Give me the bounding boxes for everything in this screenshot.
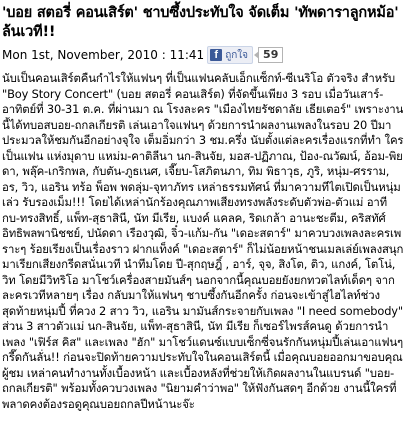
- facebook-icon: f: [210, 49, 222, 61]
- article-paragraph: นับเป็นคอนเสิร์ตคืนกำไรให้แฟนๆ ที่เป็นแฟนคลับเอ็กแซ็กท์-ซีเนริโอ ตัวจริง สำหรับ "Boy Story Concert" (บอย สตอรี่ คอนเสิร์ต) ที่จัดขึ้นเพียง 3 รอบ เมื่อวันเสาร์-อาทิตย์ที่ 30-31 ต.ค. ที่ผ่านมา ณ โรงละคร "เมืองไทยรัชดาลัย เธียเตอร์" เพราะงานนี้ได้ทบอสบอย-ถกลเกียรติ เล่นเอาใจแฟนๆ ด้วยการนำผลงานเพลงในรอบ 20 ปีมาประมวลให้ชมกันอีกอย่างจุใจ เต็มอิ่มกว่า 3 ชม.ครึ่ง นับตั้งแต่ละครเรื่องแรกที่ทำ ใครเป็นแฟน แห่งมุดาบ แหม่ม-คาติลีนา นก-สินจัย, มอส-ปฏิภาณ, ป้อง-ณวัฒน์, อ้อม-พิยดา, พลุ๊ค-เกริกพล, กับตัน-ภูธเนศ, เจี๊ยบ-โสภิตนภา, ทิม พิธาวุธ, ภูริ, หนุ่ม-ศรราม, อร, วิว, แอริน ทร้อ พ็อพ พดลุ่ม-จุทาภัทร เหล่าธรรมทัศน์ ที่มาความทีไตเปิดเป็นหนุ่มเล่ว รับรองเม็ม!!! โดยได้เหล่านักร้องคุณภาพเสียงทรงพลังระดับตัวพ่อ-ตัวแม่ อาที กบ-ทรงสิทธิ์, แพ็ท-สุธาสินี, นัท มีเรีย, แบงค์ แคลค, ริดเกล้า อานะชะตีม, คริสทัศ์ อิทธิพลพานิชชย์, ปนัดดา เรืองวุฒิ, จิ๋ว-แก้ม-กัน "เดอะสตาร์" มาควบวงเพลงละครเพราะๆ ร้อยเรียงเป็นเรื่องราว ฝากแท็งค์ "เดอะสตาร์" ก็ไม่น้อยหน้าชนเมลเล่ย์เพลงสนุก มาเรียกเสียงกรีดสนั่นเวที นำทีมโดย ปี-สุกฤษฎิ์ , อาร์, จุจ, สิงโต, ติว, แกงค์, โตโน่, วิท โดยมีวิทริโอ มาโชว์เครื่องสายมันส์ๆ นอกจากนี้คุณบอยยังยกทวตไลท์เด็ดๆ จากละครเวทีหลายๆ เรื่อง กลับมาให้แฟนๆ ชาบซึ้งกันอีกครั้ง ก่อนจะเข้าสู่ไฮไลท์ช่วงสุดท้ายหนุ่มปี้ ที่ควง 2 สาว วิว, แอริน มามันส์กระจายกับเพลง "I need somebody" ส่วน 3 สาวตัวแม่ นก-สินจัย, แพ็ท-สุธาสินี, นัท มีเรีย ก็เซอร์ไพรส์คนดู ด้วยการนำเพลง "เฟิร์ส คิส" และเพลง "ฮัก" มาโชว์แดนซ์แบบเซ็กซี่จนรักกันหนุ่มปี้เล่นเอาแฟนๆ กรี๊ดกันลั่น!! ก่อนจะปิดท้ายความประทับใจในคอนเสิร์ตนี้ เมื่อคุณบอยออกมาขอบคุณผู้ชม เหล่าคนทำงานทั้งเบื้องหน้า และเบื้องหลังที่ช่วยให้เกิดผลงานในแบรนด์ "บอย-ถกลเกียรติ" พร้อมทั้งควบวงเพลง "นิยามคำว่าพอ" ให้ฟังกันสดๆ อีกด้วย งานนี้ใครที่พลาดคงต้องรอดูคุณบอยถกลปีหน้านะจ๊ะ: [2, 71, 404, 411]
- facebook-like-button[interactable]: [207, 46, 253, 64]
- like-label: ถูกใจ: [225, 49, 249, 61]
- article-body: [2, 71, 406, 412]
- article-meta: [2, 46, 283, 64]
- publish-date: Mon 1st, November, 2010 : 11:41: [2, 48, 205, 62]
- article-title: 'บอย สตอรี่ คอนเสิร์ต' ชาบซึ้งประทับใจ จัดเต็ม 'ทัพดาราลูกหม้อ' ล้นเวที!!: [2, 5, 399, 40]
- like-count: 59: [258, 47, 283, 63]
